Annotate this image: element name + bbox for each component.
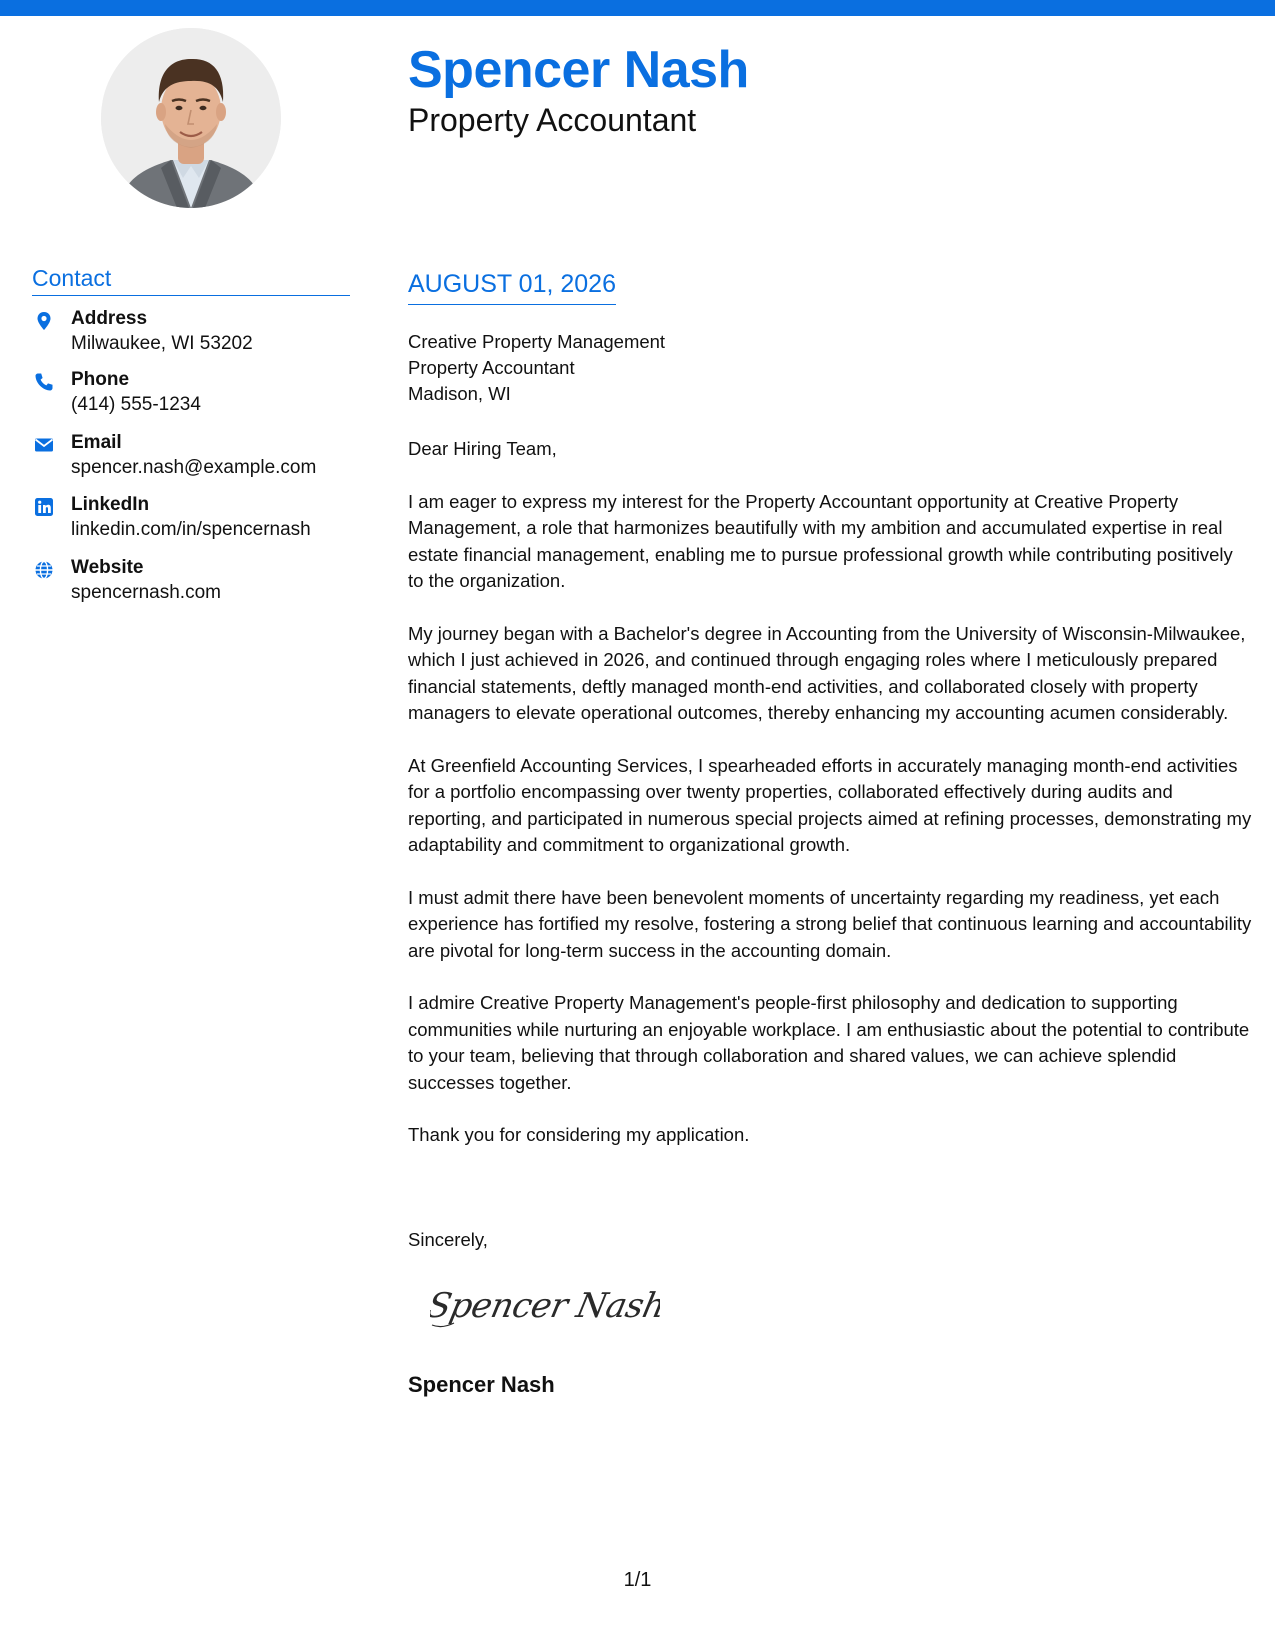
contact-label: Address bbox=[71, 308, 148, 329]
contact-label: Email bbox=[71, 432, 122, 453]
body-paragraph: At Greenfield Accounting Services, I spearheaded efforts in accurately managing month-end activities for a portfolio encompassing over twenty properties, collaborated effectively during audits and reporting, and participated in numerous special projects aimed at refining processes, demonstrating my adaptability and commitment to organizational growth. bbox=[408, 754, 1252, 856]
body-paragraph: I must admit there have been benevolent moments of uncertainty regarding my readiness, yet each experience has fortified my resolve, fostering a strong belief that continuous learning and accountability are pivotal for long-term success in the accounting domain. bbox=[408, 886, 1252, 961]
signer-name: Spencer Nash bbox=[408, 1372, 555, 1397]
recipient-position: Property Accountant bbox=[408, 357, 575, 378]
profile-photo bbox=[101, 28, 281, 208]
contact-heading: Contact bbox=[32, 265, 350, 296]
letter-date: AUGUST 01, 2026 bbox=[408, 270, 616, 305]
closing-line: Sincerely, bbox=[408, 1229, 488, 1250]
contact-value: linkedin.com/in/spencernash bbox=[71, 519, 311, 540]
page-number: 1/1 bbox=[623, 1569, 652, 1591]
envelope-icon bbox=[34, 435, 54, 455]
body-paragraph: My journey began with a Bachelor's degree in Accounting from the University of Wisconsin-Milwaukee, which I just achieved in 2026, and continued through engaging roles where I meticulously prepared financial statements, deftly managed month-end activities, and collaborated closely with property managers to elevate operational outcomes, thereby enhancing my accounting acumen considerably. bbox=[408, 622, 1246, 724]
signature-text: Spencer Nash bbox=[430, 1286, 660, 1326]
recipient-location: Madison, WI bbox=[408, 383, 511, 404]
body-paragraph: I am eager to express my interest for the Property Accountant opportunity at Creative Property Management, a role that harmonizes beautifully with my ambition and accumulated expertise in real estate financial management, enabling me to pursue professional growth while contributing positively to the organization. bbox=[408, 490, 1233, 592]
contact-label: LinkedIn bbox=[71, 494, 150, 515]
globe-icon bbox=[34, 560, 54, 580]
letter-body bbox=[408, 436, 1253, 1175]
body-paragraph: I admire Creative Property Management's people-first philosophy and dedication to supporting communities while nurturing an enjoyable workplace. I am enthusiastic about the potential to contribute to your team, believing that through collaboration and shared values, we can achieve splendid successes together. bbox=[408, 992, 1250, 1093]
map-pin-icon bbox=[34, 311, 54, 331]
contact-value: Milwaukee, WI 53202 bbox=[71, 333, 253, 354]
thanks-line: Thank you for considering my application. bbox=[408, 1124, 750, 1146]
contact-value: (414) 555-1234 bbox=[71, 394, 201, 415]
recipient-block bbox=[408, 329, 665, 407]
applicant-name: Spencer Nash bbox=[408, 41, 749, 99]
handwritten-signature bbox=[430, 1277, 660, 1331]
contact-label: Phone bbox=[71, 369, 130, 390]
linkedin-icon bbox=[34, 497, 54, 517]
contact-label: Website bbox=[71, 557, 144, 578]
phone-icon bbox=[34, 372, 54, 392]
contact-value: spencernash.com bbox=[71, 582, 221, 603]
recipient-company: Creative Property Management bbox=[408, 331, 666, 352]
greeting: Dear Hiring Team, bbox=[408, 438, 557, 459]
applicant-title: Property Accountant bbox=[408, 102, 697, 138]
contact-value: spencer.nash@example.com bbox=[71, 457, 317, 478]
top-accent-bar bbox=[0, 0, 1275, 16]
